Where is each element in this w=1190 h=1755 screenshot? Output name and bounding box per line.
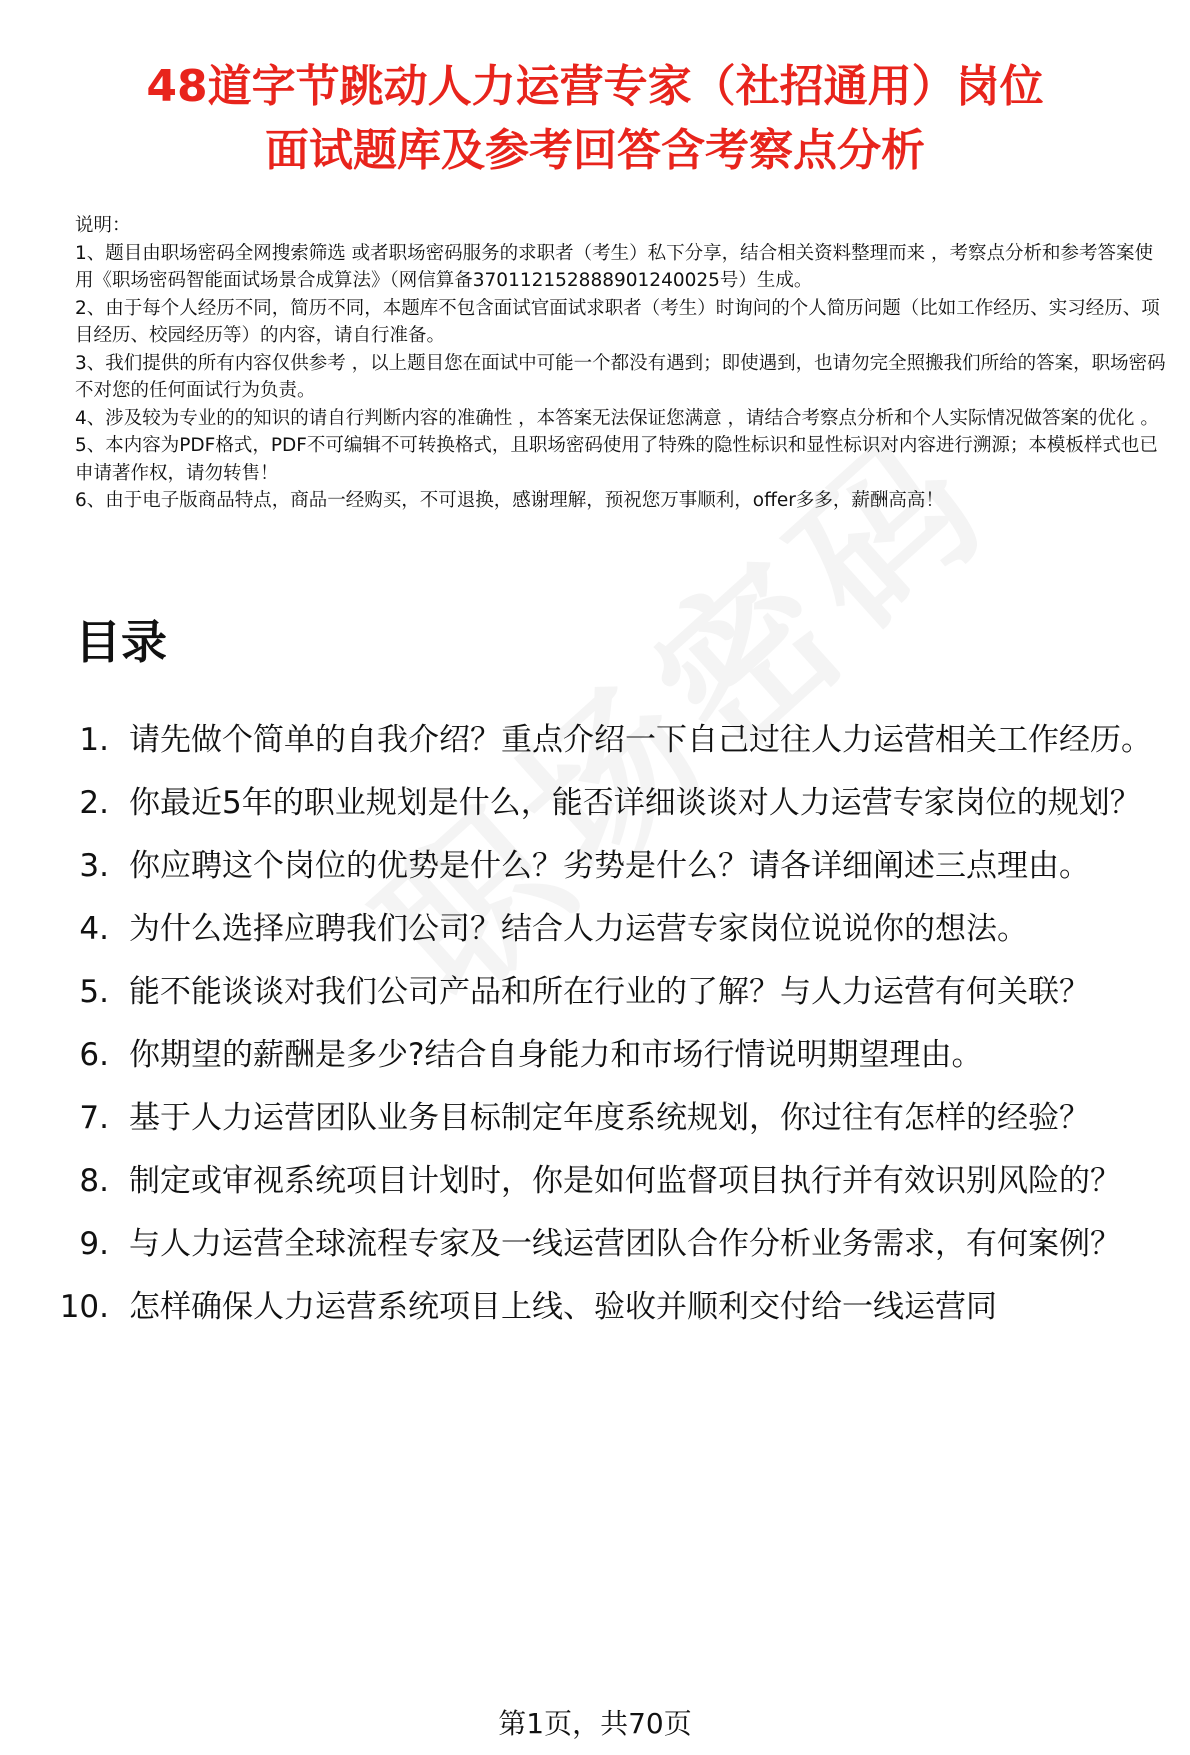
- title-line-1: 48道字节跳动人力运营专家（社招通用）岗位: [146, 61, 1044, 112]
- note-item: 4、涉及较为专业的的知识的请自行判断内容的准确性 ，本答案无法保证您满意 ，请结合考察点分析和个人实际情况做答案的优化 。: [75, 407, 1159, 429]
- toc-item-text: 你最近5年的职业规划是什么，能否详细谈谈对人力运营专家岗位的规划？: [129, 785, 1141, 821]
- toc-item-text: 与人力运营全球流程专家及一线运营团队合作分析业务需求，有何案例？: [129, 1226, 1121, 1262]
- toc-item-text: 基于人力运营团队业务目标制定年度系统规划，你过往有怎样的经验？: [129, 1100, 1090, 1136]
- toc-item-number: 2.: [79, 785, 109, 821]
- toc-item-text: 制定或审视系统项目计划时，你是如何监督项目执行并有效识别风险的？: [129, 1163, 1121, 1199]
- toc-item-number: 9.: [79, 1226, 109, 1262]
- toc-heading: 目录: [75, 615, 167, 669]
- toc-item[interactable]: [55, 970, 1175, 1014]
- toc-item-text: 你期望的薪酬是多少?结合自身能力和市场行情说明期望理由。: [129, 1037, 983, 1073]
- toc-item[interactable]: [55, 1285, 1175, 1329]
- toc-item-number: 3.: [79, 848, 109, 884]
- toc-item-number: 8.: [79, 1163, 109, 1199]
- toc-item-number: 5.: [79, 974, 109, 1010]
- note-item: 2、由于每个人经历不同，简历不同，本题库不包含面试官面试求职者（考生）时询问的个人简历问题（比如工作经历、实习经历、项目经历、校园经历等）的内容，请自行准备。: [75, 297, 1160, 346]
- toc-item-text: 能不能谈谈对我们公司产品和所在行业的了解？与人力运营有何关联？: [129, 974, 1090, 1010]
- notes-heading: 说明：: [75, 215, 131, 236]
- note-item: 1、题目由职场密码全网搜索筛选 或者职场密码服务的求职者（考生）私下分享，结合相关资料整理而来 ，考察点分析和参考答案使用《职场密码智能面试场景合成算法》（网信算备370112152888901240025号）生成。: [75, 242, 1154, 291]
- toc-item-text: 请先做个简单的自我介绍？重点介绍一下自己过往人力运营相关工作经历。: [129, 722, 1152, 758]
- toc-item[interactable]: [55, 781, 1175, 825]
- page-footer: 第1页，共70页: [498, 1707, 692, 1740]
- note-item: 6、由于电子版商品特点，商品一经购买，不可退换，感谢理解，预祝您万事顺利，offer多多，薪酬高高！: [75, 490, 944, 511]
- toc-item[interactable]: [55, 1096, 1175, 1140]
- note-item: 3、我们提供的所有内容仅供参考 ，以上题目您在面试中可能一个都没有遇到；即使遇到，也请勿完全照搬我们所给的答案，职场密码不对您的任何面试行为负责。: [75, 352, 1166, 401]
- document-title: [40, 55, 1150, 183]
- toc-list: [55, 718, 1175, 1348]
- toc-item-number: 4.: [79, 911, 109, 947]
- toc-item-number: 10.: [59, 1289, 109, 1325]
- toc-item-text: 你应聘这个岗位的优势是什么？劣势是什么？请各详细阐述三点理由。: [129, 848, 1090, 884]
- note-item: 5、本内容为PDF格式，PDF不可编辑不可转换格式，且职场密码使用了特殊的隐性标识和显性标识对内容进行溯源；本模板样式也已申请著作权，请勿转售！: [75, 435, 1158, 484]
- notes-section: [75, 212, 1170, 515]
- toc-item[interactable]: [55, 844, 1175, 888]
- toc-item[interactable]: [55, 718, 1175, 762]
- toc-item-number: 1.: [79, 722, 109, 758]
- toc-item-number: 6.: [79, 1037, 109, 1073]
- toc-item[interactable]: [55, 1033, 1175, 1077]
- toc-item[interactable]: [55, 1222, 1175, 1266]
- toc-item-text: 为什么选择应聘我们公司？结合人力运营专家岗位说说你的想法。: [129, 911, 1028, 947]
- toc-item[interactable]: [55, 907, 1175, 951]
- toc-item-number: 7.: [79, 1100, 109, 1136]
- title-line-2: 面试题库及参考回答含考察点分析: [265, 125, 925, 176]
- toc-item[interactable]: [55, 1159, 1175, 1203]
- toc-item-text: 怎样确保人力运营系统项目上线、验收并顺利交付给一线运营同: [129, 1289, 997, 1325]
